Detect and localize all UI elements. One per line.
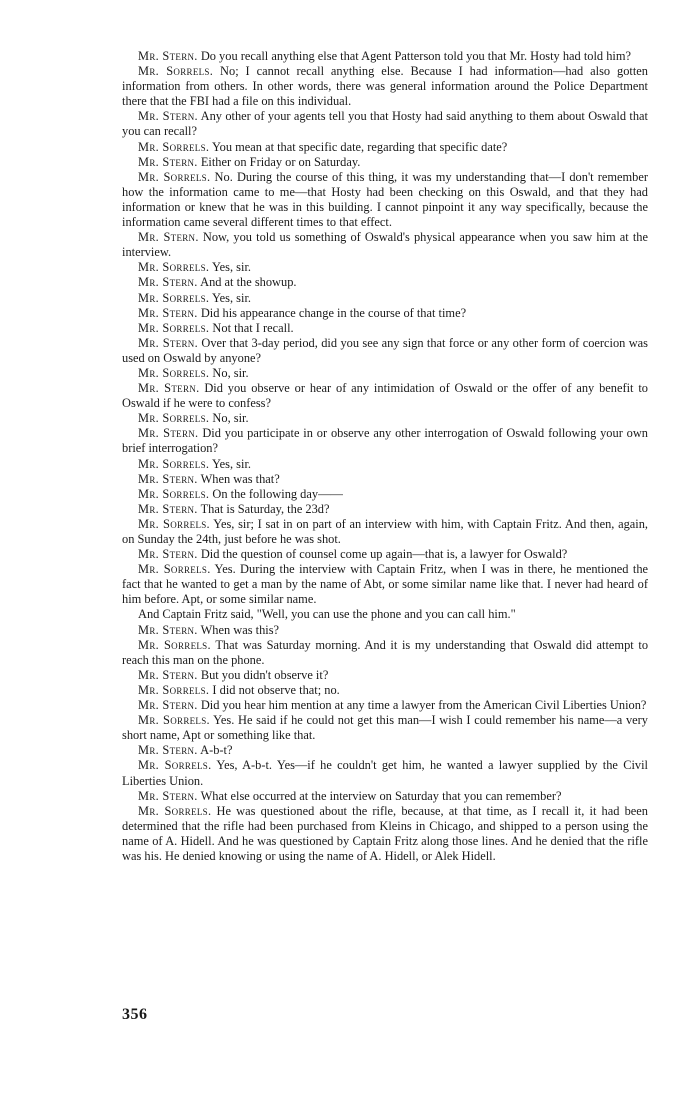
transcript-paragraph (122, 321, 648, 336)
transcript-paragraph (122, 366, 648, 381)
speaker-name: Mr. Sorrels. (138, 139, 210, 154)
speaker-name: Mr. Stern. (138, 547, 198, 562)
testimony-text: When was that? (200, 471, 280, 486)
testimony-text: Yes. During the interview with Captain Fritz, when I was in there, he mentioned the fact that he wanted to get a man by the name of Abt, or some similar name like that. I never had heard of him before. Apt, or some similar name. (122, 562, 649, 607)
transcript-paragraph (122, 49, 648, 64)
page-number: 356 (122, 1006, 148, 1023)
transcript-paragraph (122, 64, 648, 109)
testimony-text: Yes, A-b-t. Yes—if he couldn't get him, he wanted a lawyer supplied by the Civil Liberties Union. (122, 758, 649, 788)
transcript-paragraph (122, 502, 648, 517)
speaker-name: Mr. Sorrels. (138, 758, 212, 773)
speaker-name: Mr. Stern. (138, 335, 198, 350)
speaker-name: Mr. Stern. (138, 426, 199, 441)
speaker-name: Mr. Sorrels. (138, 290, 210, 305)
transcript-paragraph (122, 275, 648, 290)
transcript-paragraph (122, 562, 648, 607)
speaker-name: Mr. Sorrels. (138, 260, 210, 275)
testimony-text: Yes, sir. (211, 260, 251, 275)
transcript-paragraph (122, 109, 648, 139)
speaker-name: Mr. Sorrels. (138, 682, 210, 697)
transcript-paragraph (122, 336, 648, 366)
testimony-text: Not that I recall. (212, 320, 294, 335)
testimony-text: Did you hear him mention at any time a lawyer from the American Civil Liberties Union? (200, 698, 647, 713)
speaker-name: Mr. Stern. (138, 381, 200, 396)
testimony-text: No, sir. (212, 365, 249, 380)
speaker-name: Mr. Stern. (138, 667, 198, 682)
speaker-name: Mr. Stern. (138, 49, 198, 63)
speaker-name: Mr. Stern. (138, 154, 198, 169)
transcript-paragraph (122, 668, 648, 683)
speaker-name: Mr. Sorrels. (138, 637, 211, 652)
testimony-text: Yes, sir. (211, 290, 251, 305)
transcript-paragraph (122, 804, 648, 864)
testimony-text: Now, you told us something of Oswald's physical appearance when you saw him at the interview. (122, 230, 648, 260)
testimony-text: When was this? (200, 622, 280, 637)
transcript-paragraph (122, 623, 648, 638)
transcript-paragraph (122, 411, 648, 426)
testimony-text: What else occurred at the interview on Saturday that you can remember? (200, 788, 562, 803)
speaker-name: Mr. Stern. (138, 788, 198, 803)
transcript-paragraph (122, 291, 648, 306)
transcript-paragraph (122, 638, 648, 668)
transcript-paragraph (122, 698, 648, 713)
speaker-name: Mr. Sorrels. (138, 320, 210, 335)
speaker-name: Mr. Sorrels. (138, 64, 214, 79)
transcript-paragraph (122, 683, 648, 698)
testimony-text: Did his appearance change in the course of that time? (200, 305, 467, 320)
transcript-paragraph (122, 381, 648, 411)
transcript-paragraph (122, 260, 648, 275)
testimony-text: Yes. He said if he could not get this man—I wish I could remember his name—a very short name, Apt or something like that. (122, 713, 649, 743)
speaker-name: Mr. Stern. (138, 230, 199, 245)
testimony-text: Over that 3-day period, did you see any sign that force or any other form of coercion was used on Oswald by anyone? (122, 335, 648, 365)
testimony-text: You mean at that specific date, regarding that specific date? (211, 139, 508, 154)
speaker-name: Mr. Stern. (138, 743, 198, 758)
speaker-name: Mr. Stern. (138, 471, 198, 486)
speaker-name: Mr. Sorrels. (138, 169, 211, 184)
testimony-text: Did the question of counsel come up again—that is, a lawyer for Oswald? (200, 547, 568, 562)
testimony-text: On the following day—— (212, 486, 343, 501)
testimony-text: He was questioned about the rifle, because, at that time, as I recall it, it had been determined that the rifle had been purchased from Kleins in Chicago, and shipped to a person using the name of A. Hidell. And he was questioned by Captain Fritz along those lines. And he denied that the rifle was his. He denied knowing or using the name of A. Hidell, or Alek Hidell. (122, 803, 648, 863)
transcript-paragraph (122, 713, 648, 743)
testimony-text: And at the showup. (200, 275, 297, 290)
transcript-paragraph (122, 140, 648, 155)
speaker-name: Mr. Sorrels. (138, 803, 212, 818)
transcript-paragraph (122, 789, 648, 804)
testimony-text: Yes, sir; I sat in on part of an interview with him, with Captain Fritz. And then, again, on Sunday the 24th, just before he was shot. (122, 516, 649, 546)
transcript-paragraph (122, 457, 648, 472)
testimony-transcript (122, 49, 648, 864)
speaker-name: Mr. Sorrels. (138, 516, 210, 531)
testimony-text: And Captain Fritz said, "Well, you can use the phone and you can call him." (138, 607, 516, 622)
transcript-paragraph (122, 306, 648, 321)
transcript-paragraph (122, 743, 648, 758)
transcript-paragraph (122, 517, 648, 547)
speaker-name: Mr. Sorrels. (138, 456, 210, 471)
speaker-name: Mr. Stern. (138, 622, 198, 637)
transcript-paragraph (122, 170, 648, 230)
testimony-text: No. During the course of this thing, it was my understanding that—I don't remember how the information came to me—that Hosty had been checking on this Oswald, and that they had information or knew that he was in this building. I cannot pinpoint it any way specifically, because the information came several different times to that effect. (122, 169, 648, 230)
transcript-paragraph (122, 758, 648, 788)
speaker-name: Mr. Sorrels. (138, 411, 210, 426)
transcript-paragraph (122, 547, 648, 562)
testimony-text: No, sir. (212, 411, 249, 426)
speaker-name: Mr. Stern. (138, 275, 198, 290)
testimony-text: Either on Friday or on Saturday. (200, 154, 361, 169)
testimony-text: That is Saturday, the 23d? (200, 501, 330, 516)
testimony-text: That was Saturday morning. And it is my understanding that Oswald did attempt to reach this man on the phone. (122, 637, 649, 667)
transcript-paragraph (122, 426, 648, 456)
transcript-paragraph (122, 230, 648, 260)
testimony-text: Do you recall anything else that Agent Patterson told you that Mr. Hosty had told him? (200, 49, 631, 63)
testimony-text: Did you observe or hear of any intimidation of Oswald or the offer of any benefit to Oswald if he were to confess? (122, 381, 648, 411)
transcript-paragraph (122, 607, 648, 622)
transcript-paragraph (122, 472, 648, 487)
testimony-text: No; I cannot recall anything else. Because I had information—had also gotten information from others. In other words, there was general information around the Police Department there that the FBI had a file on this individual. (122, 64, 648, 109)
speaker-name: Mr. Sorrels. (138, 713, 210, 728)
transcript-paragraph (122, 155, 648, 170)
speaker-name: Mr. Sorrels. (138, 486, 210, 501)
testimony-text: A-b-t? (200, 743, 233, 758)
transcript-paragraph (122, 487, 648, 502)
speaker-name: Mr. Stern. (138, 305, 198, 320)
speaker-name: Mr. Stern. (138, 501, 198, 516)
speaker-name: Mr. Sorrels. (138, 562, 211, 577)
testimony-text: I did not observe that; no. (212, 682, 340, 697)
testimony-text: Did you participate in or observe any other interrogation of Oswald following your own brief interrogation? (122, 426, 648, 456)
testimony-text: Yes, sir. (211, 456, 251, 471)
speaker-name: Mr. Stern. (138, 698, 198, 713)
testimony-text: But you didn't observe it? (200, 667, 329, 682)
speaker-name: Mr. Stern. (138, 109, 198, 124)
speaker-name: Mr. Sorrels. (138, 365, 210, 380)
testimony-text: Any other of your agents tell you that Hosty had said anything to them about Oswald that you can recall? (122, 109, 648, 139)
